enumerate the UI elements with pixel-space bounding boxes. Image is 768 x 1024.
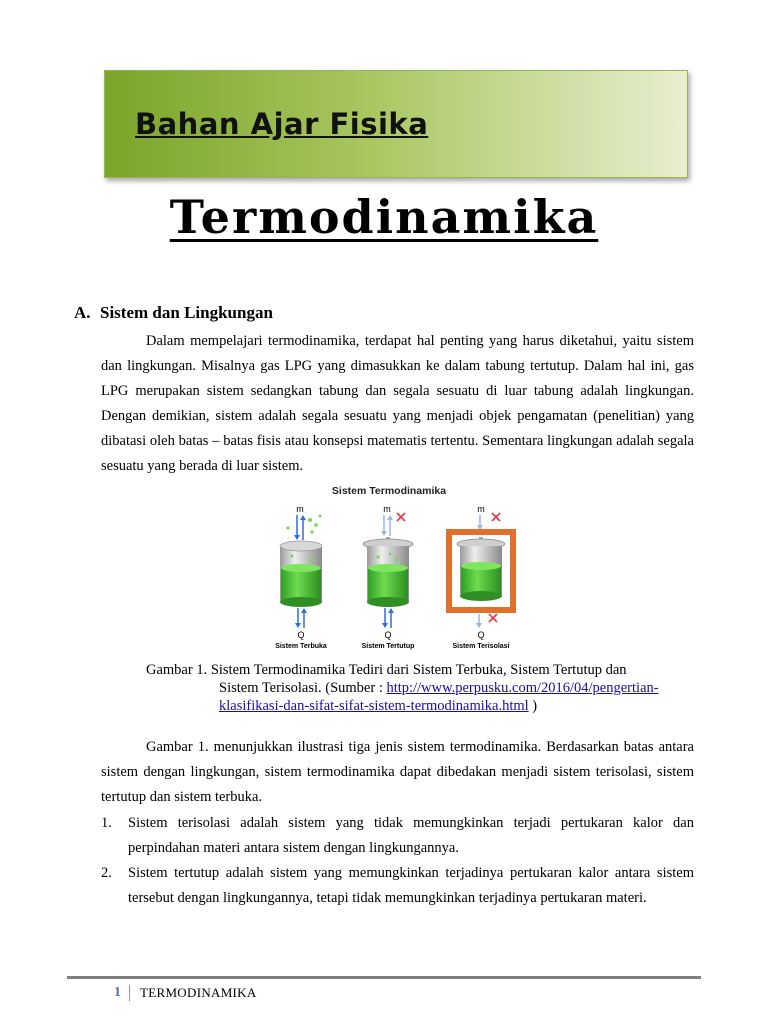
label-isolated-system: Sistem Terisolasi (452, 643, 510, 650)
cross-icon (397, 513, 405, 521)
list-item (101, 861, 694, 911)
document-title: Termodinamika (169, 190, 599, 244)
cross-icon (492, 513, 500, 521)
label-closed-system: Sistem Tertutup (361, 643, 415, 650)
cross-icon (489, 614, 497, 622)
paragraph-explanation: Gambar 1. menunjukkan ilustrasi tiga jenis sistem termodinamika. Berdasarkan batas antara sistem dengan lingkungan, sistem termodinamika dapat dibedakan menjadi sistem terisolasi, sistem tertutup dan sistem terbuka. (101, 739, 694, 805)
mass-symbol: m (477, 504, 485, 514)
list-text: Sistem tertutup adalah sistem yang memungkinkan terjadinya pertukaran kalor antara sistem tersebut dengan lingkungannya, tetapi tidak memungkinkan terjadinya pertukaran materi. (128, 865, 694, 906)
caption-source-prefix: Sistem Terisolasi. (Sumber : (219, 680, 387, 696)
footer-divider (67, 976, 701, 979)
page-footer (114, 985, 257, 1001)
thermodynamic-systems-figure (240, 480, 540, 652)
caption-suffix: ) (528, 698, 538, 714)
source-link[interactable]: http://www.perpusku.com/2016/04/pengertian-klasifikasi-dan-sifat-sifat-sistem-termodinamika.html (219, 680, 659, 714)
mass-symbol: m (383, 504, 391, 514)
heat-symbol: Q (384, 630, 392, 640)
banner-title: Bahan Ajar Fisika (135, 107, 429, 141)
section-heading (74, 303, 273, 323)
list-text: Sistem terisolasi adalah sistem yang tidak memungkinkan terjadi pertukaran kalor dan perpindahan materi antara sistem dengan lingkungannya. (128, 815, 694, 856)
closed-system-diagram (362, 504, 415, 650)
heat-symbol: Q (297, 630, 305, 640)
figure-title: Sistem Termodinamika (331, 485, 447, 497)
label-open-system: Sistem Terbuka (275, 643, 327, 650)
open-system-diagram (275, 504, 327, 650)
figure-caption (146, 661, 694, 715)
heat-symbol: Q (477, 630, 485, 640)
paragraph-intro: Dalam mempelajari termodinamika, terdapat hal penting yang harus diketahui, yaitu sistem dan lingkungan. Misalnya gas LPG yang dimasukkan ke dalam tabung tertutup. Dalam hal ini, gas LPG merupakan sistem sedangkan tabung dan segala sesuatu di luar tabung adalah lingkungan. Dengan demikian, sistem adalah segala sesuatu yang menjadi objek pengamatan (penelitian) yang dibatasi oleh batas – batas fisis atau konsepsi matematis tertentu. Sementara lingkungan adalah segala sesuatu yang berada di luar sistem. (101, 333, 694, 474)
system-types-list (101, 811, 694, 911)
list-number: 1. (101, 815, 112, 831)
isolated-system-diagram (449, 504, 513, 650)
page-number: 1 (114, 985, 130, 1001)
caption-source (146, 679, 694, 715)
caption-lead: Gambar 1. Sistem Termodinamika Tediri dari Sistem Terbuka, Sistem Tertutup dan (146, 662, 627, 678)
header-banner (104, 70, 688, 178)
footer-text: TERMODINAMIKA (140, 985, 257, 1000)
list-item (101, 811, 694, 861)
section-letter: A. (74, 303, 91, 322)
list-number: 2. (101, 865, 112, 881)
mass-symbol: m (296, 504, 304, 514)
section-heading-text: Sistem dan Lingkungan (100, 303, 273, 322)
